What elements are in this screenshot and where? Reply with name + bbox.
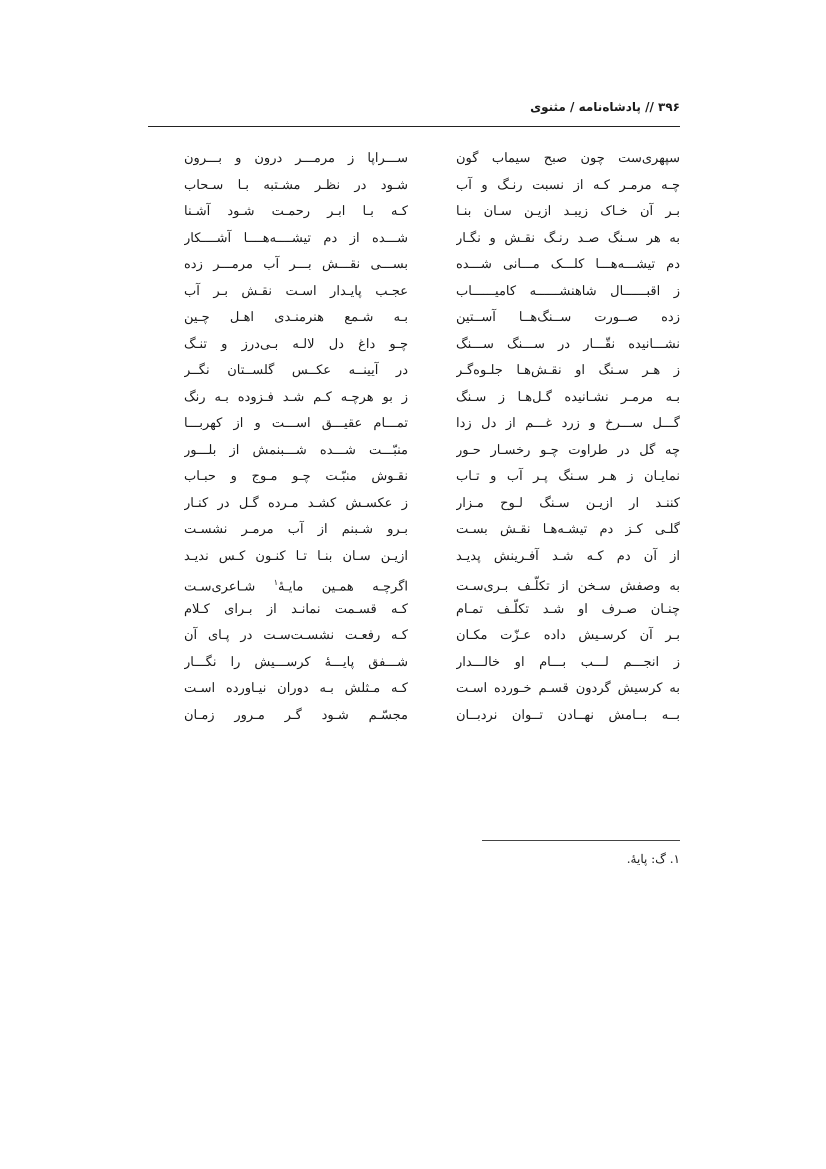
couplet [160, 650, 680, 677]
couplet [160, 438, 680, 465]
couplet [160, 411, 680, 438]
hemistich-right: چنـان صـرف او شـد تکلّـف تمـام [456, 601, 680, 617]
couplet [160, 385, 680, 412]
hemistich-right: نشـــانیده نقّـــار در ســـنگ ســـنگ [456, 336, 680, 352]
running-header [148, 100, 680, 124]
couplet [160, 570, 680, 597]
couplet [160, 676, 680, 703]
hemistich-left: بـرو شـبنم از آب مرمـر نشسـت [184, 522, 408, 537]
hemistich-left: بســـی نقـــش بـــر آب مرمـــر زده [184, 257, 408, 272]
hemistich-right: ز هـر سـنگ او نقـش‌هـا جلـوه‌گـر [456, 363, 680, 378]
hemistich-left: شـــفق پایـــهٔ کرســـیش را نگـــار [184, 654, 408, 670]
book-title: پادشاه‌نامه [578, 100, 641, 114]
hemistich-right: سپهری‌ست چون صبح سیماب گون [456, 151, 680, 166]
couplet [160, 491, 680, 518]
hemistich-right: به کرسیش گردون قسـم خـورده اسـت [456, 681, 680, 696]
header-slash: / [570, 100, 575, 114]
hemistich-left: ز عکسـش کشـد مـرده گـل در کنـار [184, 495, 408, 511]
hemistich-left: ازیـن سـان بنـا تـا کنـون کـس ندیـد [184, 548, 408, 564]
footnote-marker: ۱ [273, 578, 278, 587]
section-title: مثنوی [530, 100, 566, 114]
couplet [160, 517, 680, 544]
hemistich-right: گلـی کـز دم تیشـه‌هـا نقـش بسـت [456, 522, 680, 537]
hemistich-left: ســـراپا ز مرمـــر درون و بـــرون [184, 151, 408, 166]
hemistich-left: بـه شـمع هنرمنـدی اهـل چـین [184, 310, 408, 325]
poem-body [160, 146, 680, 729]
hemistich-right: بــه بــامش نهــادن تــوان نردبــان [456, 707, 680, 723]
hemistich-left: کـه مـثلش بـه دوران نیـاورده اسـت [184, 681, 408, 696]
hemistich-right: کننـد ار ازیـن سـنگ لـوح مـزار [456, 495, 680, 511]
hemistich-left: کـه قسـمت نمانـد از بـرای کـلام [184, 601, 408, 617]
hemistich-right: به هر سـنگ صـد رنـگ نقـش و نگـار [456, 230, 680, 246]
couplet [160, 597, 680, 624]
hemistich-left: عجـب پایـدار اسـت نقـش بـر آب [184, 283, 408, 299]
couplet [160, 252, 680, 279]
hemistich-right: دم تیشـــه‌هـــا کلـــک مـــانی شـــده [456, 257, 680, 272]
hemistich-left: شـود در نظـر مشـتبه بـا سـحاب [184, 177, 408, 193]
couplet [160, 226, 680, 253]
hemistich-left: مجسّـم شـود گـر مـرور زمـان [184, 707, 408, 723]
hemistich-left: کـه بـا ابـر رحمـت شـود آشـنا [184, 204, 408, 219]
couplet [160, 173, 680, 200]
hemistich-left: تمـــام عقیـــق اســـت و از کهربـــا [184, 416, 408, 431]
hemistich-right: چـه مرمـر کـه از نسبت رنـگ و آب [456, 177, 680, 193]
hemistich-right: چه گل در طراوت چـو رخسـار حـور [456, 442, 680, 458]
hemistich-right: بـر آن خـاک زیبـد ازیـن سـان بنـا [456, 204, 680, 219]
hemistich-left: ز بو هرچـه کـم شـد فـزوده بـه رنگ [184, 389, 408, 405]
hemistich-right: ز انجـــم لـــب بـــام او خالـــدار [456, 654, 680, 670]
hemistich-right: بـر آن کرسـیش داده عـزّت مکـان [456, 628, 680, 643]
hemistich-left: نقـوش منبّـت چـو مـوج و حبـاب [184, 469, 408, 484]
hemistich-right: نمایـان ز هـر سـنگ پـر آب و تـاب [456, 469, 680, 484]
header-rule [148, 126, 680, 127]
couplet [160, 199, 680, 226]
footnote: ۱. گ: پایهٔ. [626, 852, 680, 866]
hemistich-right: ز اقبــــــال شاهنشــــــه کامیــــــاب [456, 283, 680, 299]
couplet [160, 703, 680, 730]
hemistich-left: چـو داغ دل لالـه بـی‌درز و تنـگ [184, 336, 408, 352]
couplet [160, 544, 680, 571]
hemistich-right: زده صــورت ســنگ‌هــا آســتین [456, 310, 680, 325]
footnote-rule [482, 840, 680, 841]
hemistich-right: از آن دم کـه شـد آفـرینش پدیـد [456, 548, 680, 564]
hemistich-right: بـه مرمـر نشـانیده گـل‌هـا ز سـنگ [456, 389, 680, 405]
couplet [160, 623, 680, 650]
hemistich-right: به وصفش سـخن از تکلّـف بـری‌سـت [456, 579, 680, 595]
couplet [160, 358, 680, 385]
header-separator: // [645, 100, 654, 114]
couplet [160, 332, 680, 359]
hemistich-left-part2: شـاعری‌سـت [184, 579, 274, 595]
couplet [160, 305, 680, 332]
hemistich-left-part1: اگرچـه همـین مایـهٔ [277, 579, 408, 595]
couplet [160, 146, 680, 173]
page-number: ۳۹۶ [658, 100, 680, 114]
hemistich-left: کـه رفعـت نشسـت‌سـت در پـای آن [184, 628, 408, 643]
couplet [160, 279, 680, 306]
hemistich-left: منبّـــت شـــده شـــبنمش از بلـــور [184, 442, 408, 458]
couplet [160, 464, 680, 491]
hemistich-right: گـــل ســـرخ و زرد غـــم از دل زدا [456, 416, 680, 431]
hemistich-left: در آیینــه عکــس گلســتان نگــر [184, 363, 408, 378]
hemistich-left: شـــده از دم تیشــــه‌هــــا آشــــکار [184, 230, 408, 246]
